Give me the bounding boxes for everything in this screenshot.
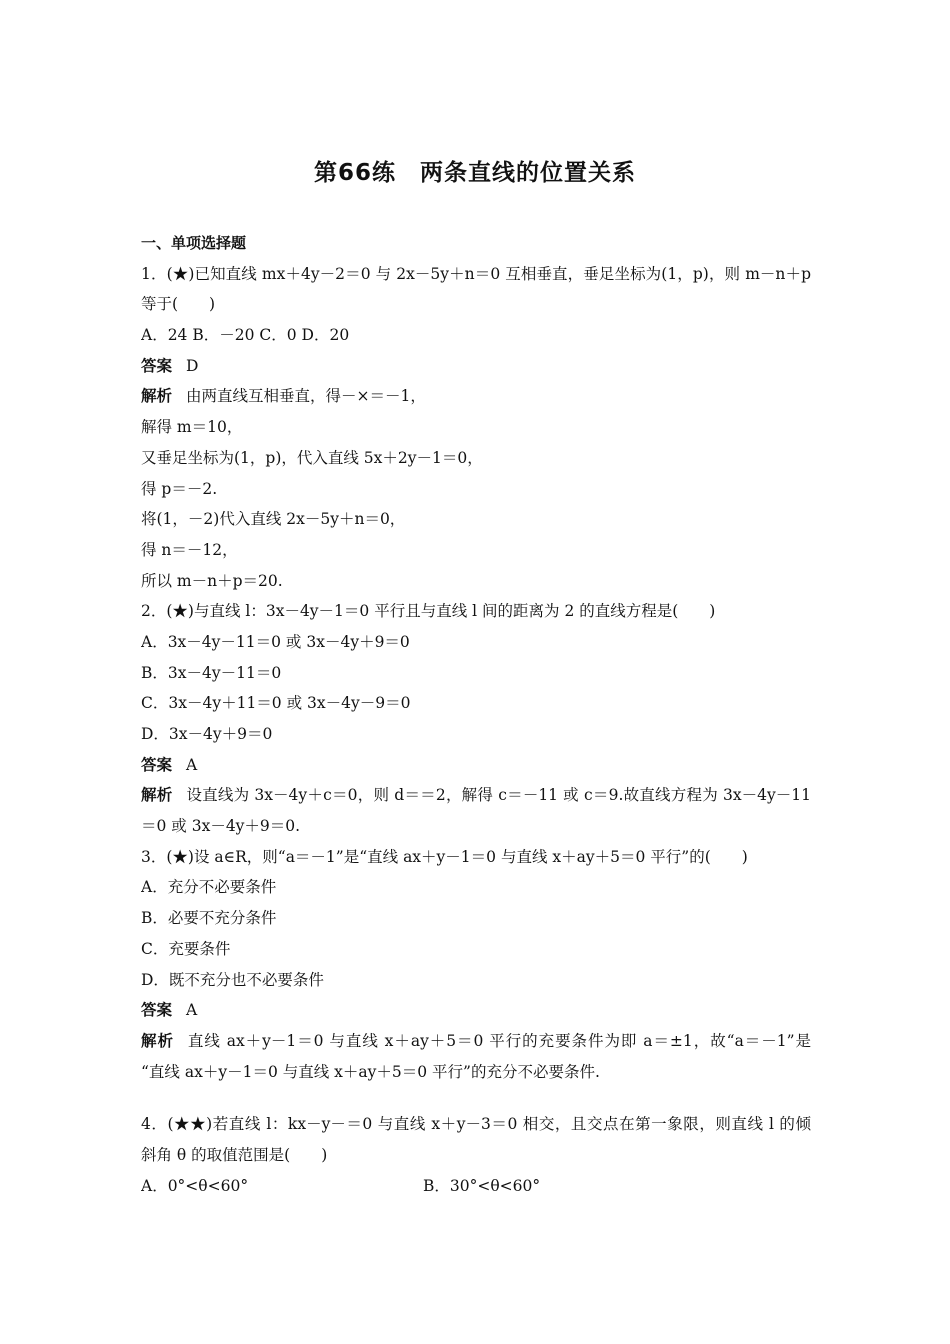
answer-label: 答案	[141, 356, 173, 375]
question-1-stem-line-2: 等于( )	[141, 295, 216, 314]
analysis-label: 解析	[141, 1031, 174, 1050]
question-2-answer	[141, 750, 811, 781]
question-1-answer	[141, 351, 811, 382]
answer-label: 答案	[141, 755, 173, 774]
question-3-option: D．既不充分也不必要条件	[141, 970, 324, 989]
question-4-option-a: A．0°<θ<60°	[141, 1176, 249, 1195]
question-3-analysis-line-1	[141, 1026, 811, 1057]
question-1-analysis-line: 将(1，－2)代入直线 2x－5y＋n＝0，	[141, 510, 406, 529]
question-1-analysis-line: 解得 m＝10，	[141, 418, 243, 437]
question-2-analysis-line-2: ＝0 或 3x－4y＋9＝0.	[141, 817, 301, 836]
analysis-text: 直线 ax＋y－1＝0 与直线 x＋ay＋5＝0 平行的充要条件为即 a＝±1，故“a＝－1”是	[187, 1031, 811, 1050]
analysis-label: 解析	[141, 387, 173, 406]
question-4-stem-line-2: 斜角 θ 的取值范围是( )	[141, 1145, 328, 1164]
question-3-option: B．必要不充分条件	[141, 909, 277, 928]
answer-value: D	[186, 356, 199, 375]
analysis-text: 设直线为 3x－4y＋c＝0，则 d＝＝2，解得 c＝－11 或 c＝9.故直线方程为 3x－4y－11	[186, 786, 811, 805]
question-2-analysis-line-1	[141, 780, 811, 811]
question-2-option: C．3x－4y＋11＝0 或 3x－4y－9＝0	[141, 694, 411, 713]
analysis-label: 解析	[141, 786, 173, 805]
section-heading: 一、单项选择题	[141, 234, 247, 252]
question-2-stem: 2．(★)与直线 l：3x－4y－1＝0 平行且与直线 l 间的距离为 2 的直线方程是( )	[141, 602, 716, 621]
question-1-analysis-line: 又垂足坐标为(1，p)，代入直线 5x＋2y－1＝0，	[141, 448, 483, 467]
spacer	[141, 1087, 811, 1109]
question-3-option: A．充分不必要条件	[141, 878, 277, 897]
question-3-option: C．充要条件	[141, 939, 231, 958]
question-1-analysis-line: 所以 m－n＋p＝20.	[141, 571, 283, 590]
question-3-stem: 3．(★)设 a∈R，则“a＝－1”是“直线 ax＋y－1＝0 与直线 x＋ay＋5＝0 平行”的( )	[141, 847, 748, 866]
question-2-option: D．3x－4y＋9＝0	[141, 725, 273, 743]
answer-value: A	[186, 755, 198, 774]
answer-label: 答案	[141, 1001, 173, 1020]
answer-value: A	[186, 1001, 198, 1020]
question-1-analysis-line: 得 n＝－12，	[141, 540, 238, 559]
question-1-stem-line-1: 1．(★)已知直线 mx＋4y－2＝0 与 2x－5y＋n＝0 互相垂直，垂足坐标为(1，p)，则 m－n＋p	[141, 264, 811, 283]
question-2-option: B．3x－4y－11＝0	[141, 663, 282, 682]
analysis-text: 由两直线互相垂直，得－×＝－1，	[186, 387, 426, 406]
question-1-analysis-line: 得 p＝－2.	[141, 479, 218, 498]
question-4-options-row	[141, 1171, 811, 1202]
question-2-option: A．3x－4y－11＝0 或 3x－4y＋9＝0	[141, 632, 410, 651]
page-title: 第66练 两条直线的位置关系	[313, 160, 636, 186]
question-4-stem-line-1: 4．(★★)若直线 l：kx－y－＝0 与直线 x＋y－3＝0 相交，且交点在第一象限，则直线 l 的倾	[141, 1115, 811, 1134]
question-3-analysis-line-2: “直线 ax＋y－1＝0 与直线 x＋ay＋5＝0 平行”的充分不必要条件.	[141, 1062, 600, 1081]
content-body	[141, 228, 811, 1201]
question-4-option-b: B．30°<θ<60°	[423, 1176, 541, 1195]
question-1-options: A．24 B．－20 C．0 D．20	[141, 326, 350, 345]
question-3-answer	[141, 995, 811, 1026]
question-1-analysis-line	[141, 381, 811, 412]
